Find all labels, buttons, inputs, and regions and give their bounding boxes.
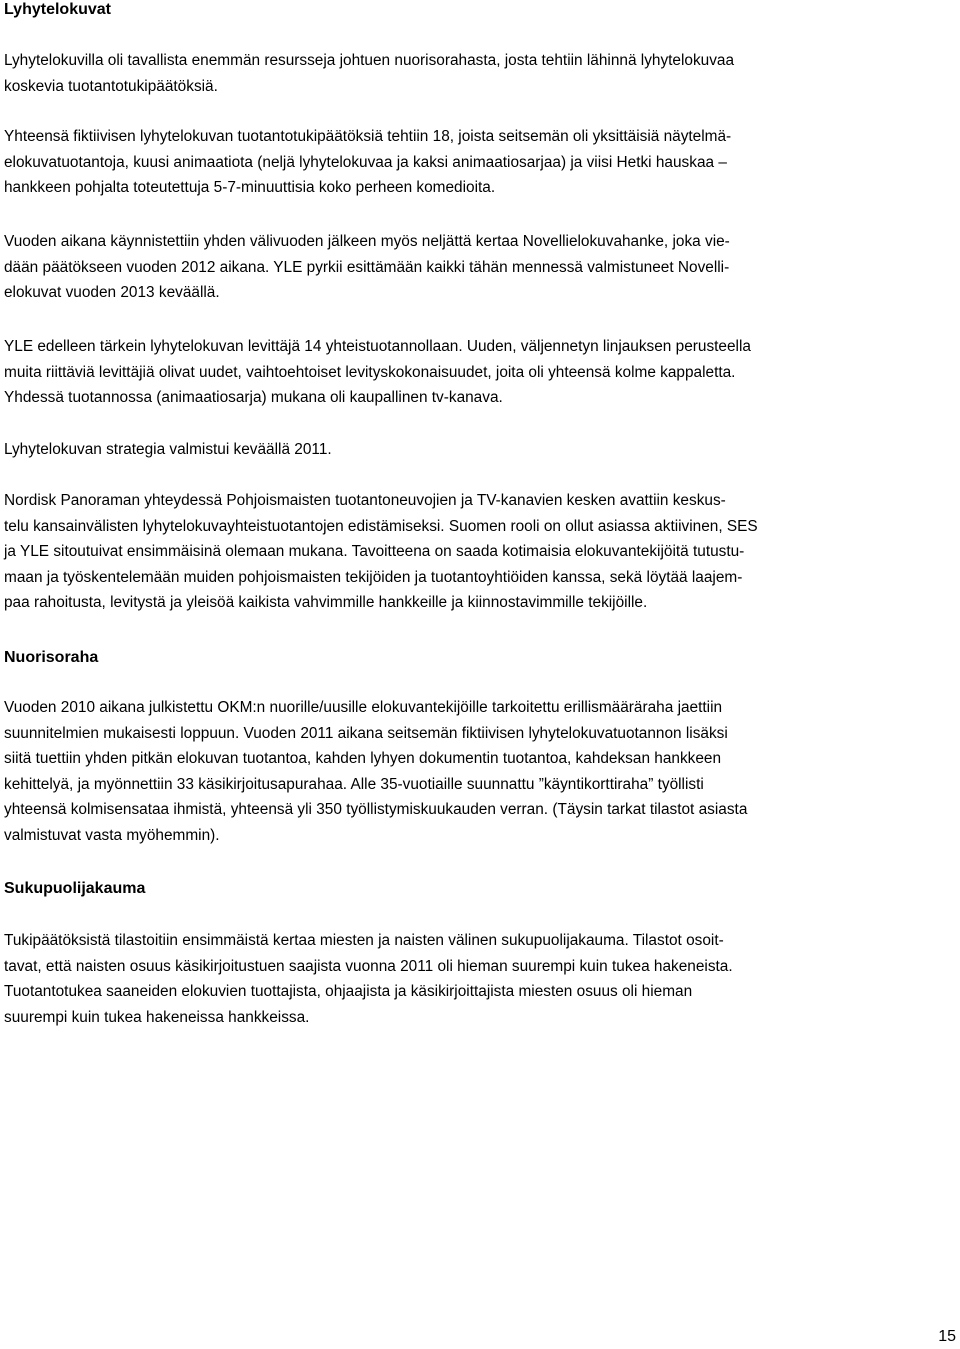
text-line: Nordisk Panoraman yhteydessä Pohjoismaisten tuotantoneuvojien ja TV-kanavien kesken avattiin keskus- <box>4 492 726 509</box>
text-line: yhteensä kolmisensataa ihmistä, yhteensä yli 350 työllistymiskuukauden verran. (Täysin tarkat tilastot asiasta <box>4 801 748 819</box>
text-line: koskevia tuotantotukipäätöksiä. <box>4 77 218 95</box>
text-line: Yhteensä fiktiivisen lyhytelokuvan tuotantotukipäätöksiä tehtiin 18, joista seitsemän oli yksittäisiä näytelmä- <box>4 128 732 145</box>
text-line: paa rahoitusta, levitystä ja yleisöä kaikista vahvimmille hankkeille ja kiinnostavimmille tekijöille. <box>4 594 648 612</box>
paragraph <box>4 48 952 99</box>
paragraph <box>4 229 952 306</box>
text-line: siitä tuettiin yhden pitkän elokuvan tuotantoa, kahden lyhyen dokumentin tuotantoa, kahdeksan hankkeen <box>4 750 722 768</box>
paragraph <box>4 124 952 201</box>
text-line: maan ja työskentelemään muiden pohjoismaisten tekijöiden ja tuotantoyhtiöiden kanssa, sekä löytää laajem- <box>4 568 743 586</box>
section-heading-sukupuolijakauma: Sukupuolijakauma <box>4 880 146 897</box>
page-number: 15 <box>938 1328 956 1345</box>
text-line: ja YLE sitoutuivat ensimmäisinä olemaan mukana. Tavoitteena on saada kotimaisia elokuvantekijöitä tutustu- <box>4 543 745 561</box>
text-line: suunnitelmien mukaisesti loppuun. Vuoden 2011 aikana seitsemän fiktiivisen lyhytelokuvatuotannon lisäksi <box>4 724 728 742</box>
text-line: dään päätökseen vuoden 2012 aikana. YLE pyrkii esittämään kaikki tähän mennessä valmistuneet Novelli- <box>4 258 730 276</box>
text-line: Vuoden aikana käynnistettiin yhden välivuoden jälkeen myös neljättä kertaa Novellielokuvahanke, joka vie- <box>4 233 730 250</box>
paragraph <box>4 695 952 849</box>
text-line: elokuvat vuoden 2013 keväällä. <box>4 284 220 302</box>
section-heading-lyhytelokuvat: Lyhytelokuvat <box>4 1 111 18</box>
text-line: suurempi kuin tukea hakeneissa hankkeissa. <box>4 1008 310 1026</box>
text-line: Tuotantotukea saaneiden elokuvien tuottajista, ohjaajista ja käsikirjoittajista miesten osuus oli hieman <box>4 983 693 1001</box>
text-line: elokuvatuotantoja, kuusi animaatiota (neljä lyhytelokuvaa ja kaksi animaatiosarjaa) ja viisi Hetki hauskaa – <box>4 153 727 171</box>
text-line: Lyhytelokuvan strategia valmistui keväällä 2011. <box>4 441 332 458</box>
text-line: Lyhytelokuvilla oli tavallista enemmän resursseja johtuen nuorisorahasta, josta tehtiin lähinnä lyhytelokuvaa <box>4 52 735 69</box>
text-line: telu kansainvälisten lyhytelokuvayhteistuotantojen edistämiseksi. Suomen rooli on ollut asiassa aktiivinen, SES <box>4 517 758 535</box>
text-line: tavat, että naisten osuus käsikirjoitustuen saajista vuonna 2011 oli hieman suurempi kuin tukea hakeneista. <box>4 957 733 975</box>
text-line: Yhdessä tuotannossa (animaatiosarja) mukana oli kaupallinen tv-kanava. <box>4 389 503 407</box>
paragraph <box>4 928 952 1030</box>
paragraph <box>4 488 952 616</box>
text-line: valmistuvat vasta myöhemmin). <box>4 826 220 844</box>
text-line: kehittelyä, ja myönnettiin 33 käsikirjoitusapurahaa. Alle 35-vuotiaille suunnattu ”käyntikorttiraha” työllisti <box>4 775 704 793</box>
paragraph <box>4 334 952 411</box>
text-line: YLE edelleen tärkein lyhytelokuvan levittäjä 14 yhteistuotannollaan. Uuden, väljennetyn linjauksen perusteella <box>4 338 751 355</box>
paragraph <box>4 437 952 463</box>
text-line: hankkeen pohjalta toteutettuja 5-7-minuuttisia koko perheen komedioita. <box>4 179 496 197</box>
section-heading-nuorisoraha: Nuorisoraha <box>4 649 99 666</box>
text-line: Tukipäätöksistä tilastoitiin ensimmäistä kertaa miesten ja naisten välinen sukupuolijakauma. Tilastot osoit- <box>4 932 724 949</box>
text-line: muita riittäviä levittäjiä olivat uudet, vaihtoehtoiset levityskokonaisuudet, joita oli yhteensä kolme kappaletta. <box>4 363 736 381</box>
text-line: Vuoden 2010 aikana julkistettu OKM:n nuorille/uusille elokuvantekijöille tarkoitettu erillismääräraha jaettiin <box>4 699 723 716</box>
